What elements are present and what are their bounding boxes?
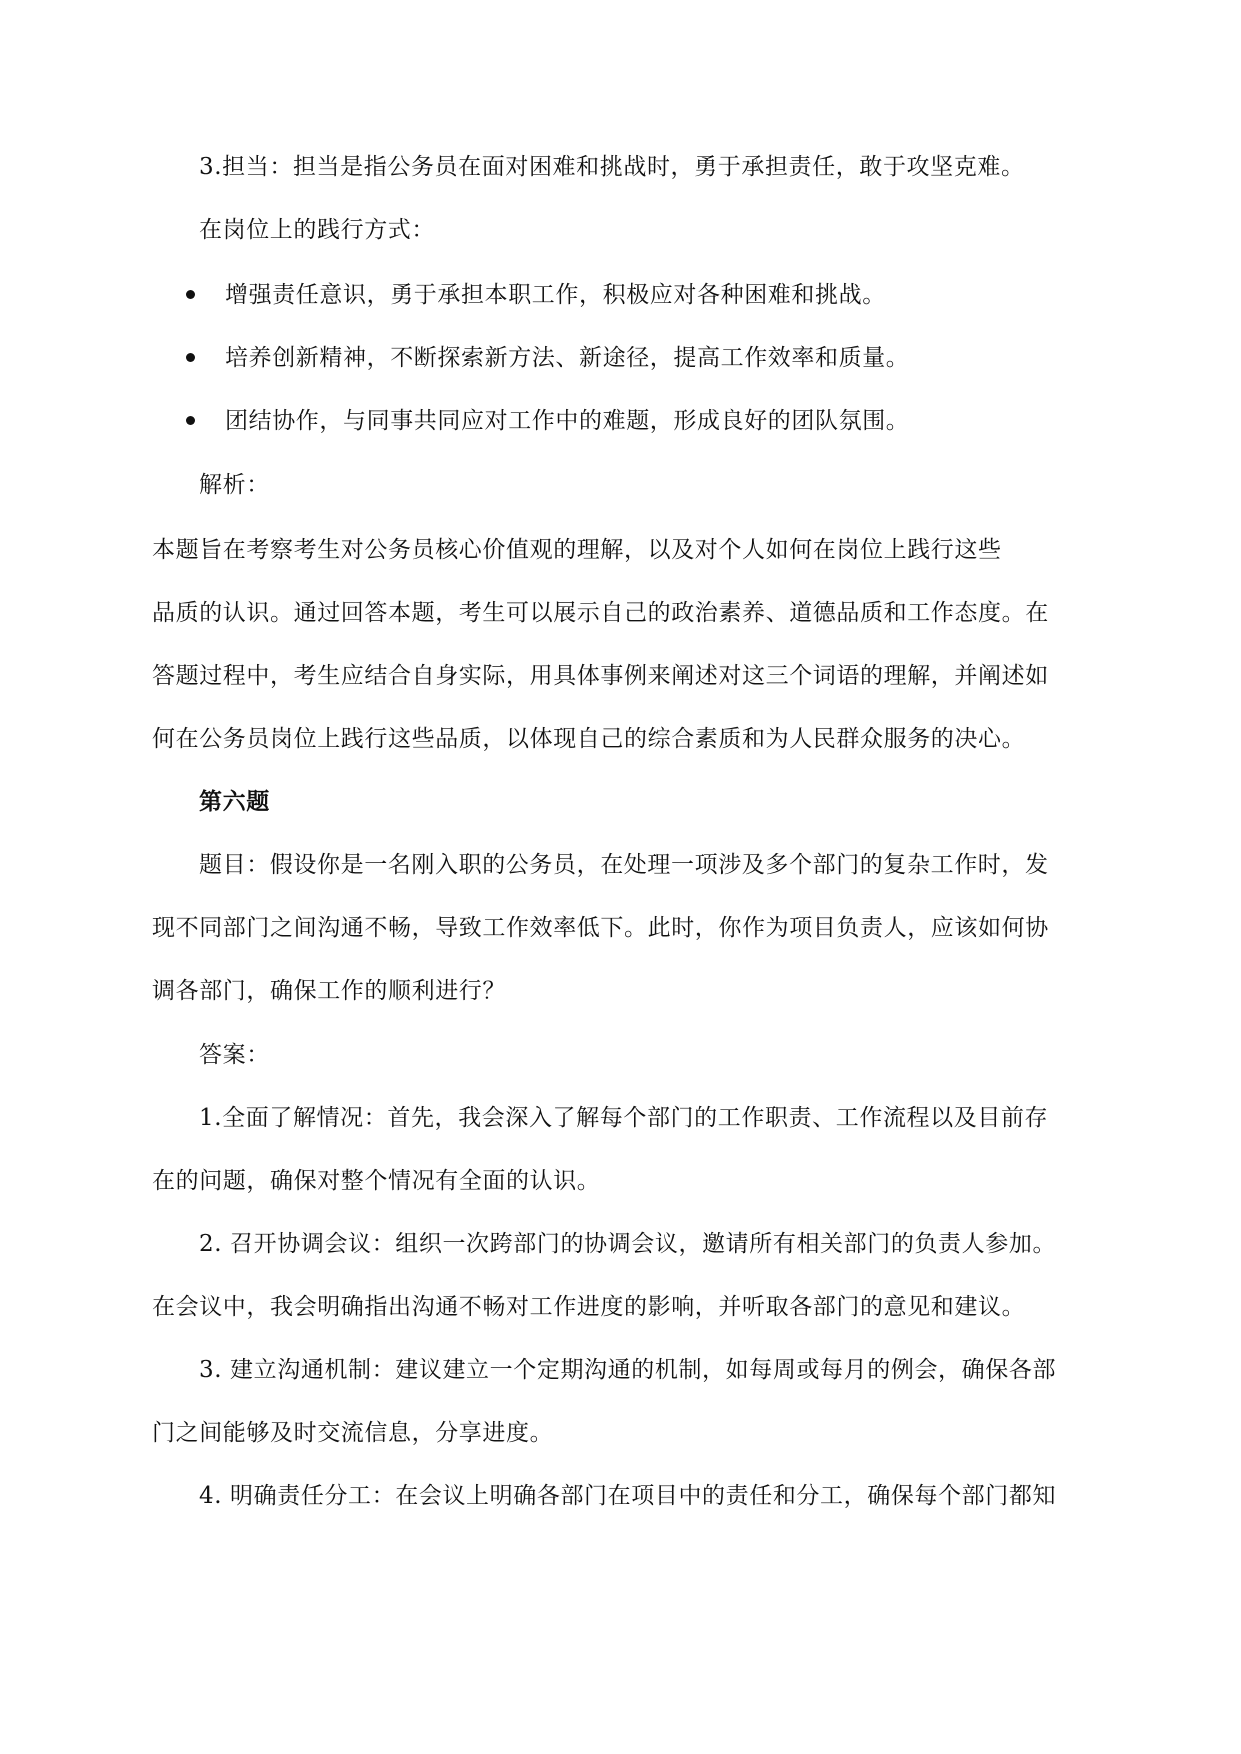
answer-point-line: 2. 召开协调会议：组织一次跨部门的协调会议，邀请所有相关部门的负责人参加。 <box>199 1231 1057 1257</box>
section-title: 第六题 <box>199 788 270 815</box>
bullet-dot <box>186 416 195 425</box>
practice-heading: 在岗位上的践行方式： <box>199 217 435 243</box>
analysis-paragraph-line: 品质的认识。通过回答本题，考生可以展示自己的政治素养、道德品质和工作态度。在 <box>152 600 1049 626</box>
answer-point-line: 在的问题，确保对整个情况有全面的认识。 <box>152 1168 601 1194</box>
answer-point-line: 4. 明确责任分工：在会议上明确各部门在项目中的责任和分工，确保每个部门都知 <box>199 1483 1057 1509</box>
bullet-item: 团结协作，与同事共同应对工作中的难题，形成良好的团队氛围。 <box>225 408 910 434</box>
analysis-paragraph-line: 本题旨在考察考生对公务员核心价值观的理解，以及对个人如何在岗位上践行这些 <box>152 537 1002 563</box>
answer-label: 答案： <box>199 1042 270 1068</box>
bullet-item: 增强责任意识，勇于承担本职工作，积极应对各种困难和挑战。 <box>225 282 886 308</box>
bullet-item: 培养创新精神，不断探索新方法、新途径，提高工作效率和质量。 <box>225 345 910 371</box>
analysis-label: 解析： <box>199 472 270 498</box>
analysis-paragraph-line: 答题过程中，考生应结合自身实际，用具体事例来阐述对这三个词语的理解，并阐述如 <box>152 663 1049 689</box>
answer-point-line: 在会议中，我会明确指出沟通不畅对工作进度的影响，并听取各部门的意见和建议。 <box>152 1294 1026 1320</box>
analysis-paragraph-line: 何在公务员岗位上践行这些品质，以体现自己的综合素质和为人民群众服务的决心。 <box>152 726 1026 752</box>
answer-point-line: 3. 建立沟通机制：建议建立一个定期沟通的机制，如每周或每月的例会，确保各部 <box>199 1357 1057 1383</box>
question-line: 调各部门，确保工作的顺利进行？ <box>152 978 506 1004</box>
bullet-dot <box>186 290 195 299</box>
answer-point-line: 1.全面了解情况：首先，我会深入了解每个部门的工作职责、工作流程以及目前存 <box>199 1105 1049 1131</box>
answer-point-3: 3.担当：担当是指公务员在面对困难和挑战时，勇于承担责任，敢于攻坚克难。 <box>199 154 1025 180</box>
answer-point-line: 门之间能够及时交流信息，分享进度。 <box>152 1420 554 1446</box>
question-line: 现不同部门之间沟通不畅，导致工作效率低下。此时，你作为项目负责人，应该如何协 <box>152 915 1049 941</box>
bullet-dot <box>186 353 195 362</box>
question-line: 题目：假设你是一名刚入职的公务员，在处理一项涉及多个部门的复杂工作时，发 <box>199 852 1049 878</box>
